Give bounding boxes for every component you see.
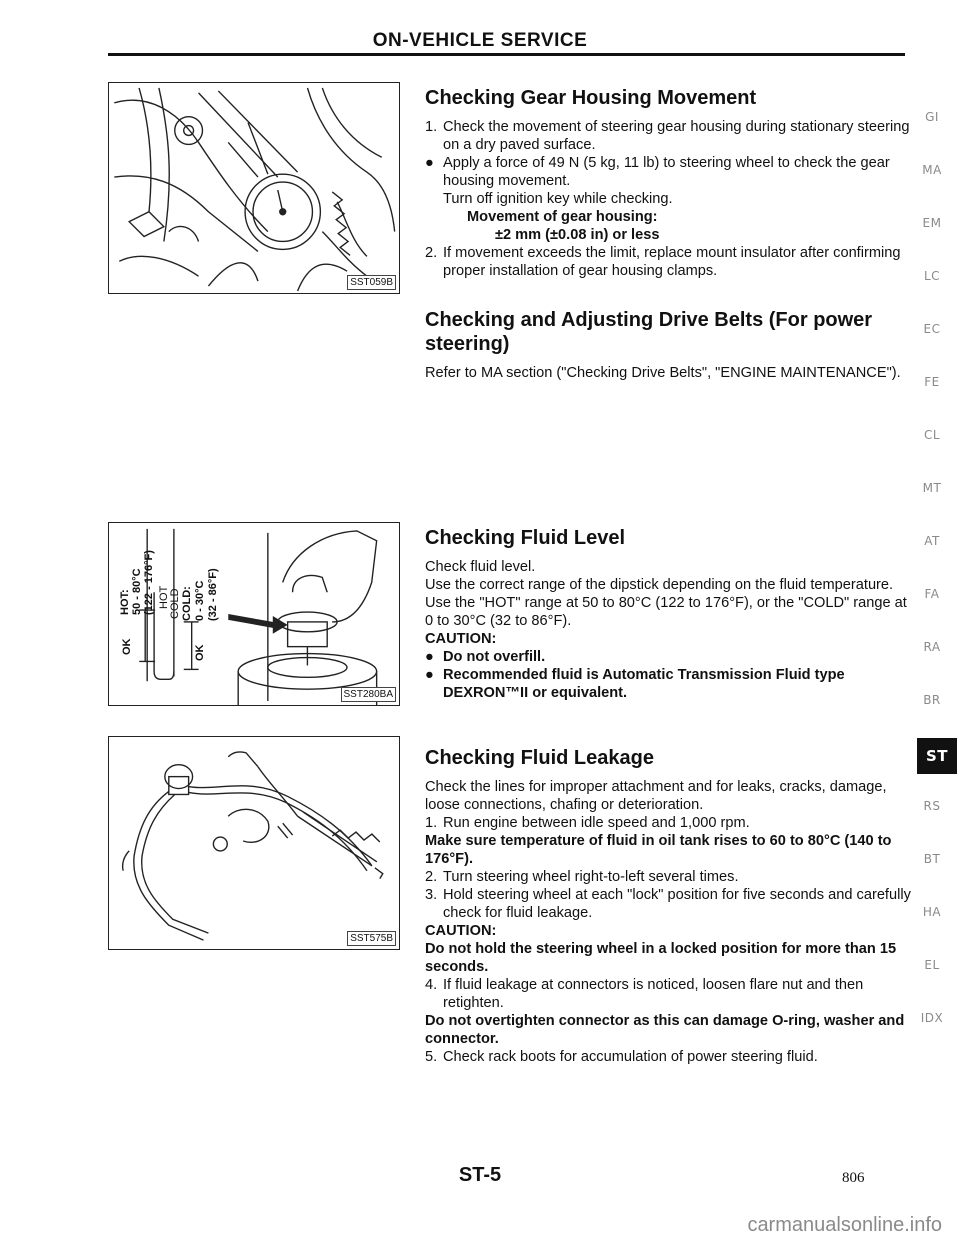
caution-text: Do not hold the steering wheel in a locked position for more than 15 seconds. — [425, 941, 897, 975]
tab-br[interactable]: BR — [923, 693, 941, 707]
tab-el[interactable]: EL — [924, 958, 940, 972]
paragraph: Refer to MA section ("Checking Drive Belts", "ENGINE MAINTENANCE"). — [425, 365, 901, 381]
page-code: ST-5 — [458, 1164, 502, 1186]
tab-lc[interactable]: LC — [923, 269, 941, 283]
paragraph: Use the correct range of the dipstick depending on the fluid temperature. Use the "HOT" range at 50 to 80°C (122 to 176°F), or the "COLD" range at 0 to 30°C (32 to 86°F). — [425, 577, 907, 629]
bold-note: Make sure temperature of fluid in oil tank rises to 60 to 80°C (140 to 176°F). — [425, 833, 892, 867]
list-item: 3. Hold steering wheel at each "lock" position for five seconds and carefully check for fluid leakage. — [425, 887, 911, 921]
list-item: 2. If movement exceeds the limit, replace mount insulator after confirming proper installation of gear housing clamps. — [425, 245, 901, 279]
list-item: 1. Run engine between idle speed and 1,000 rpm. — [425, 815, 750, 831]
figure-fluid-lines — [108, 736, 400, 950]
list-item: 1. Check the movement of steering gear housing during stationary steering on a dry paved surface. — [425, 119, 910, 153]
bold-note: Do not overtighten connector as this can damage O-ring, washer and connector. — [425, 1013, 905, 1047]
section-drive-belts — [425, 308, 915, 382]
hot-tag: HOT — [158, 585, 170, 609]
cold-range-f-label: (32 - 86°F) — [207, 568, 219, 621]
tab-rs[interactable]: RS — [923, 799, 941, 813]
tab-st[interactable]: ST — [917, 738, 957, 774]
hot-range-f-label: (122 - 176°F) — [143, 550, 155, 615]
tab-at[interactable]: AT — [924, 534, 940, 548]
tab-ha[interactable]: HA — [922, 905, 942, 919]
section-title: Checking Fluid Level — [425, 527, 626, 549]
list-item: 5. Check rack boots for accumulation of power steering fluid. — [425, 1049, 818, 1065]
paragraph: Check fluid level. — [425, 559, 536, 575]
list-item: ● Do not overfill. — [425, 649, 546, 665]
tab-bt[interactable]: BT — [923, 852, 941, 866]
ok-label-1: OK — [121, 638, 133, 655]
figure-label: SST059B — [347, 275, 396, 290]
list-item: 2. Turn steering wheel right-to-left several times. — [425, 869, 739, 885]
paragraph: Check the lines for improper attachment and for leaks, cracks, damage, loose connections, chafing or deterioration. — [425, 779, 887, 813]
hot-label: HOT: — [119, 589, 131, 615]
caution-label: CAUTION: — [425, 923, 497, 939]
figure-gear-housing — [108, 82, 400, 294]
list-item: ● Apply a force of 49 N (5 kg, 11 lb) to steering wheel to check the gear housing movement. — [425, 155, 890, 189]
section-fluid-leakage — [425, 746, 915, 1066]
spec-title: Movement of gear housing: — [467, 209, 658, 225]
list-item: ● Recommended fluid is Automatic Transmission Fluid type DEXRON™II or equivalent. — [425, 667, 845, 701]
ok-label-2: OK — [194, 644, 206, 661]
hot-range-label: 50 - 80°C — [131, 568, 143, 615]
tab-fa[interactable]: FA — [924, 587, 940, 601]
section-gear-housing — [425, 86, 915, 280]
cold-tag: COLD — [169, 588, 181, 619]
gear-housing-illustration — [109, 83, 399, 293]
tab-idx[interactable]: IDX — [920, 1011, 944, 1025]
figure-label: SST280BA — [341, 687, 396, 702]
list-item: Turn off ignition key while checking. — [443, 191, 673, 207]
tab-ma[interactable]: MA — [922, 163, 942, 177]
header-rule — [108, 53, 905, 56]
cold-range-label: 0 - 30°C — [194, 580, 206, 621]
tab-ec[interactable]: EC — [923, 322, 941, 336]
fluid-lines-illustration — [109, 737, 399, 949]
spec-value: ±2 mm (±0.08 in) or less — [495, 227, 660, 243]
tab-ra[interactable]: RA — [923, 640, 941, 654]
watermark: carmanualsonline.info — [747, 1214, 942, 1236]
section-title: Checking and Adjusting Drive Belts (For power steering) — [425, 309, 873, 355]
figure-label: SST575B — [347, 931, 396, 946]
section-fluid-level — [425, 526, 915, 702]
page-number: 806 — [842, 1170, 865, 1186]
figure-dipstick — [108, 522, 400, 706]
page-header-title: ON-VEHICLE SERVICE — [372, 30, 588, 51]
section-title: Checking Fluid Leakage — [425, 747, 654, 769]
cold-label: COLD: — [181, 586, 193, 621]
tab-fe[interactable]: FE — [924, 375, 940, 389]
tab-mt[interactable]: MT — [922, 481, 942, 495]
list-item: 4. If fluid leakage at connectors is noticed, loosen flare nut and then retighten. — [425, 977, 864, 1011]
section-title: Checking Gear Housing Movement — [425, 87, 757, 109]
caution-label: CAUTION: — [425, 631, 497, 647]
tab-cl[interactable]: CL — [923, 428, 941, 442]
tab-em[interactable]: EM — [922, 216, 942, 230]
tab-gi[interactable]: GI — [925, 110, 939, 124]
